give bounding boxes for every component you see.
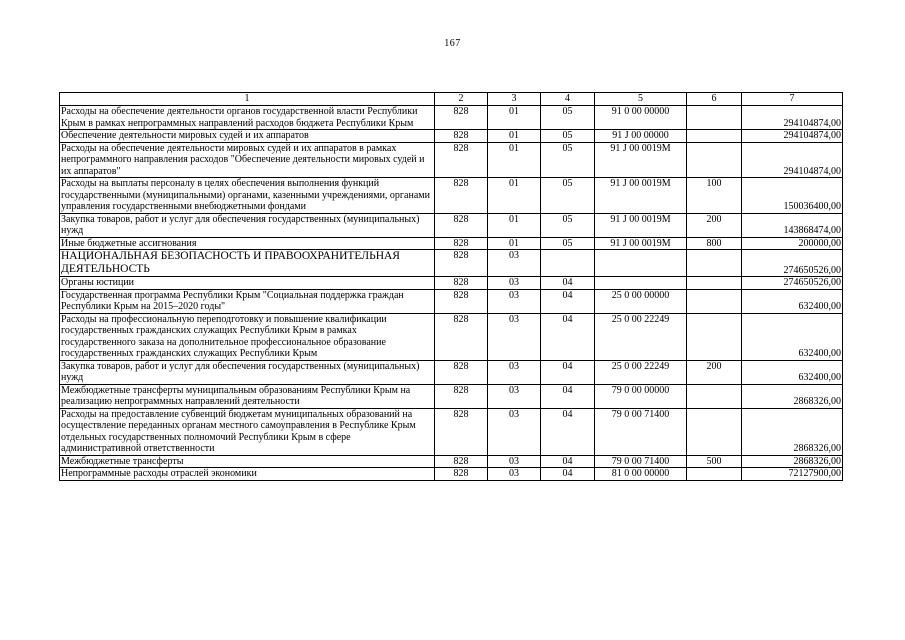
row-description: Непрограммные расходы отраслей экономики (60, 468, 435, 481)
table-row (60, 237, 843, 250)
header-cell: 7 (742, 93, 843, 106)
row-col-4: 04 (541, 468, 595, 481)
header-cell: 1 (60, 93, 435, 106)
row-col-2: 828 (435, 178, 488, 214)
row-col-4: 04 (541, 384, 595, 408)
row-amount: 274650526,00 (742, 277, 843, 290)
row-col-2: 828 (435, 237, 488, 250)
row-amount: 632400,00 (742, 360, 843, 384)
row-description: НАЦИОНАЛЬНАЯ БЕЗОПАСНОСТЬ И ПРАВООХРАНИТЕЛЬНАЯ ДЕЯТЕЛЬНОСТЬ (60, 250, 435, 277)
table-header-row (60, 93, 843, 106)
row-col-4: 04 (541, 289, 595, 313)
row-description: Расходы на предоставление субвенций бюджетам муниципальных образований на осуществление переданных органам местного самоуправления в Республике Крым отдельных государственных полномочий Республики Крым в сфере административной ответственности (60, 408, 435, 455)
budget-table (59, 92, 843, 481)
row-col-2: 828 (435, 277, 488, 290)
row-amount: 294104874,00 (742, 130, 843, 143)
row-amount: 2868326,00 (742, 408, 843, 455)
row-col-4: 05 (541, 213, 595, 237)
row-amount: 632400,00 (742, 289, 843, 313)
row-col-3: 03 (488, 289, 541, 313)
row-amount: 2868326,00 (742, 384, 843, 408)
table-row (60, 313, 843, 360)
row-col-2: 828 (435, 408, 488, 455)
row-description: Закупка товаров, работ и услуг для обеспечения государственных (муниципальных) нужд (60, 213, 435, 237)
row-col-6 (687, 142, 742, 178)
row-col-2: 828 (435, 384, 488, 408)
row-col-2: 828 (435, 106, 488, 130)
row-col-2: 828 (435, 468, 488, 481)
row-col-6: 200 (687, 360, 742, 384)
row-col-3: 03 (488, 468, 541, 481)
row-col-5: 25 0 00 22249 (595, 360, 687, 384)
row-col-3: 01 (488, 178, 541, 214)
row-col-2: 828 (435, 313, 488, 360)
row-amount: 2868326,00 (742, 455, 843, 468)
table-row (60, 250, 843, 277)
table-row (60, 277, 843, 290)
row-amount: 632400,00 (742, 313, 843, 360)
row-description: Органы юстиции (60, 277, 435, 290)
row-col-5: 91 J 00 00000 (595, 130, 687, 143)
row-col-6 (687, 289, 742, 313)
row-col-6 (687, 277, 742, 290)
row-col-6: 800 (687, 237, 742, 250)
header-cell: 4 (541, 93, 595, 106)
row-description: Обеспечение деятельности мировых судей и их аппаратов (60, 130, 435, 143)
row-col-4: 05 (541, 142, 595, 178)
table-row (60, 106, 843, 130)
table-row (60, 455, 843, 468)
row-col-6 (687, 468, 742, 481)
header-cell: 6 (687, 93, 742, 106)
row-col-3: 03 (488, 360, 541, 384)
row-col-4 (541, 250, 595, 277)
row-col-5: 91 0 00 00000 (595, 106, 687, 130)
row-col-5: 25 0 00 00000 (595, 289, 687, 313)
row-col-2: 828 (435, 130, 488, 143)
page-number: 167 (444, 38, 461, 49)
row-col-5: 79 0 00 71400 (595, 455, 687, 468)
row-col-5: 25 0 00 22249 (595, 313, 687, 360)
row-col-4: 04 (541, 455, 595, 468)
row-col-4: 04 (541, 313, 595, 360)
row-amount: 143868474,00 (742, 213, 843, 237)
row-col-3: 03 (488, 250, 541, 277)
row-col-4: 04 (541, 408, 595, 455)
row-col-6: 100 (687, 178, 742, 214)
row-col-5: 79 0 00 00000 (595, 384, 687, 408)
table-row (60, 289, 843, 313)
row-col-5: 91 J 00 0019M (595, 237, 687, 250)
row-col-3: 03 (488, 384, 541, 408)
table-row (60, 468, 843, 481)
row-amount: 294104874,00 (742, 142, 843, 178)
row-description: Расходы на обеспечение деятельности органов государственной власти Республики Крым в рамках непрограммных направлений расходов бюджета Республики Крым (60, 106, 435, 130)
row-col-6 (687, 384, 742, 408)
row-col-4: 05 (541, 130, 595, 143)
row-col-5: 91 J 00 0019M (595, 142, 687, 178)
row-col-4: 04 (541, 277, 595, 290)
row-col-4: 04 (541, 360, 595, 384)
row-amount: 150036400,00 (742, 178, 843, 214)
row-col-6 (687, 106, 742, 130)
table-row (60, 142, 843, 178)
table-row (60, 360, 843, 384)
row-col-6 (687, 250, 742, 277)
row-col-3: 01 (488, 142, 541, 178)
row-col-6 (687, 408, 742, 455)
row-description: Иные бюджетные ассигнования (60, 237, 435, 250)
row-col-2: 828 (435, 250, 488, 277)
row-col-3: 01 (488, 237, 541, 250)
row-col-5 (595, 277, 687, 290)
header-cell: 3 (488, 93, 541, 106)
row-col-6: 200 (687, 213, 742, 237)
row-col-3: 01 (488, 106, 541, 130)
row-col-5: 81 0 00 00000 (595, 468, 687, 481)
row-description: Расходы на профессиональную переподготовку и повышение квалификации государственных гражданских служащих Республики Крым в рамках государственного заказа на дополнительное профессиональное образование государственных гражданских служащих Республики Крым (60, 313, 435, 360)
row-col-5: 91 J 00 0019M (595, 213, 687, 237)
row-col-2: 828 (435, 213, 488, 237)
row-description: Межбюджетные трансферты муниципальным образованиям Республики Крым на реализацию непрограммных направлений деятельности (60, 384, 435, 408)
row-col-5: 79 0 00 71400 (595, 408, 687, 455)
header-cell: 2 (435, 93, 488, 106)
row-description: Закупка товаров, работ и услуг для обеспечения государственных (муниципальных) нужд (60, 360, 435, 384)
row-col-2: 828 (435, 289, 488, 313)
row-amount: 200000,00 (742, 237, 843, 250)
row-amount: 274650526,00 (742, 250, 843, 277)
row-description: Расходы на выплаты персоналу в целях обеспечения выполнения функций государственными (муниципальными) органами, казенными учреждениями, органами управления государственными внебюджетными фондами (60, 178, 435, 214)
row-col-6 (687, 130, 742, 143)
table-row (60, 408, 843, 455)
row-col-4: 05 (541, 237, 595, 250)
row-col-3: 03 (488, 408, 541, 455)
row-col-6 (687, 313, 742, 360)
table-row (60, 213, 843, 237)
row-col-4: 05 (541, 106, 595, 130)
row-col-3: 03 (488, 277, 541, 290)
row-col-2: 828 (435, 142, 488, 178)
table-row (60, 384, 843, 408)
row-amount: 72127900,00 (742, 468, 843, 481)
row-col-5 (595, 250, 687, 277)
row-amount: 294104874,00 (742, 106, 843, 130)
header-cell: 5 (595, 93, 687, 106)
table-row (60, 130, 843, 143)
row-description: Расходы на обеспечение деятельности мировых судей и их аппаратов в рамках непрограммного направления расходов "Обеспечение деятельности мировых судей и их аппаратов" (60, 142, 435, 178)
row-col-3: 01 (488, 130, 541, 143)
row-col-6: 500 (687, 455, 742, 468)
row-col-3: 01 (488, 213, 541, 237)
row-col-3: 03 (488, 455, 541, 468)
row-col-5: 91 J 00 0019M (595, 178, 687, 214)
row-description: Государственная программа Республики Крым "Социальная поддержка граждан Республики Крым на 2015–2020 годы" (60, 289, 435, 313)
row-col-4: 05 (541, 178, 595, 214)
row-col-3: 03 (488, 313, 541, 360)
row-col-2: 828 (435, 455, 488, 468)
row-description: Межбюджетные трансферты (60, 455, 435, 468)
table-row (60, 178, 843, 214)
row-col-2: 828 (435, 360, 488, 384)
